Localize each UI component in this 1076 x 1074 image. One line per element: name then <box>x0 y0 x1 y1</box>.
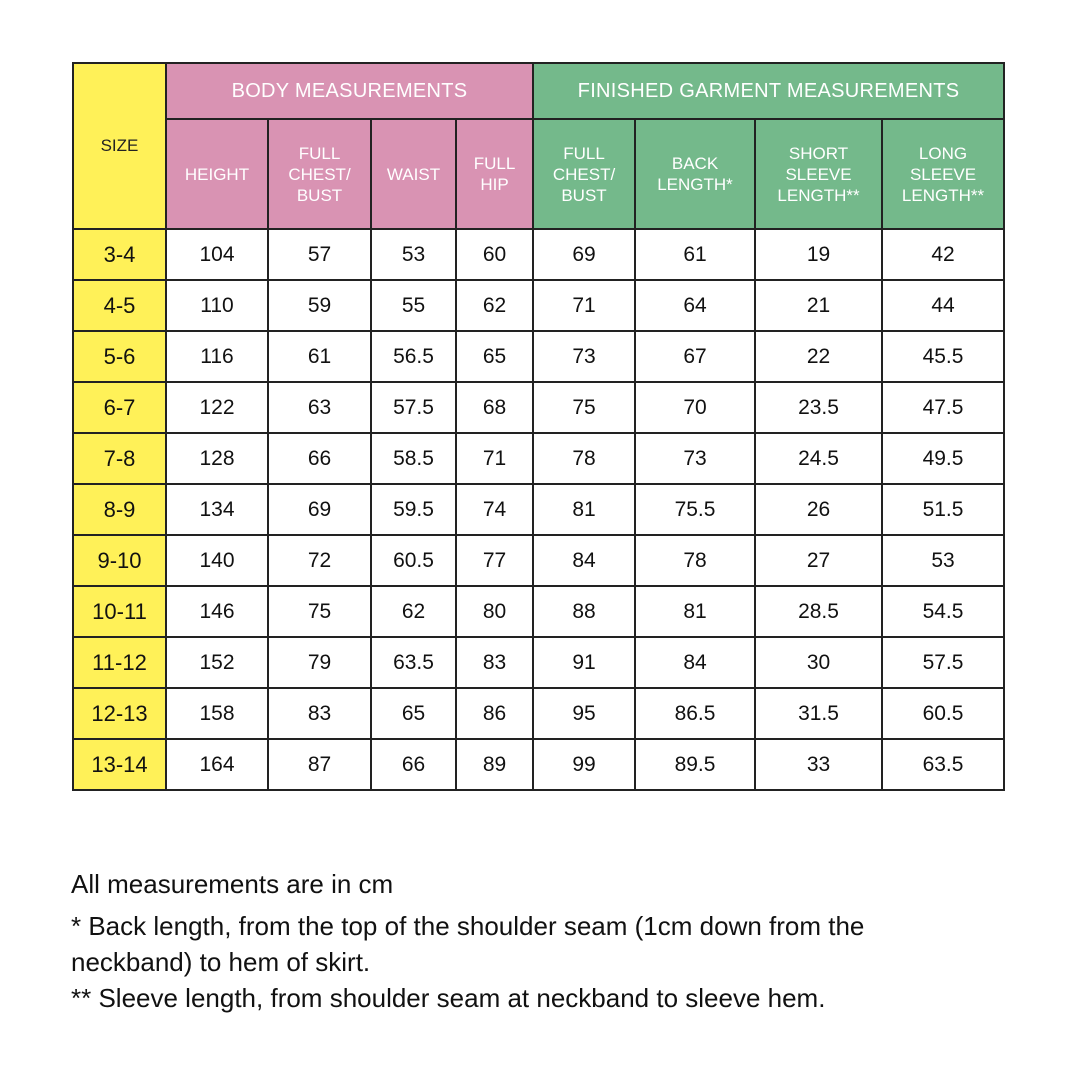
chest-cell: 59 <box>268 280 371 331</box>
size-cell: 6-7 <box>73 382 166 433</box>
height-cell: 164 <box>166 739 268 790</box>
height-cell: 122 <box>166 382 268 433</box>
chest-cell: 69 <box>268 484 371 535</box>
short-sleeve-cell: 27 <box>755 535 882 586</box>
waist-cell: 59.5 <box>371 484 456 535</box>
table-row <box>73 637 1004 688</box>
full-hip-header: FULL HIP <box>456 119 533 229</box>
long-sleeve-cell: 49.5 <box>882 433 1004 484</box>
size-cell: 10-11 <box>73 586 166 637</box>
short-sleeve-cell: 24.5 <box>755 433 882 484</box>
garment-chest-cell: 81 <box>533 484 635 535</box>
waist-cell: 62 <box>371 586 456 637</box>
height-header: HEIGHT <box>166 119 268 229</box>
short-sleeve-cell: 33 <box>755 739 882 790</box>
garment-chest-cell: 84 <box>533 535 635 586</box>
table-row <box>73 331 1004 382</box>
chest-cell: 63 <box>268 382 371 433</box>
size-cell: 7-8 <box>73 433 166 484</box>
long-sleeve-cell: 44 <box>882 280 1004 331</box>
long-sleeve-cell: 53 <box>882 535 1004 586</box>
height-cell: 110 <box>166 280 268 331</box>
garment-chest-cell: 91 <box>533 637 635 688</box>
height-cell: 158 <box>166 688 268 739</box>
short-sleeve-cell: 23.5 <box>755 382 882 433</box>
back-length-cell: 61 <box>635 229 755 280</box>
body-measurements-header: BODY MEASUREMENTS <box>166 63 533 119</box>
waist-cell: 58.5 <box>371 433 456 484</box>
full-chest-bust-header: FULL CHEST/ BUST <box>268 119 371 229</box>
size-column-header: SIZE <box>73 63 166 229</box>
chest-cell: 66 <box>268 433 371 484</box>
table-row <box>73 688 1004 739</box>
long-sleeve-cell: 54.5 <box>882 586 1004 637</box>
chest-cell: 72 <box>268 535 371 586</box>
garment-chest-cell: 75 <box>533 382 635 433</box>
hip-cell: 60 <box>456 229 533 280</box>
size-cell: 5-6 <box>73 331 166 382</box>
garment-chest-cell: 78 <box>533 433 635 484</box>
back-length-cell: 64 <box>635 280 755 331</box>
long-sleeve-cell: 60.5 <box>882 688 1004 739</box>
waist-cell: 55 <box>371 280 456 331</box>
hip-cell: 74 <box>456 484 533 535</box>
short-sleeve-cell: 22 <box>755 331 882 382</box>
back-length-cell: 81 <box>635 586 755 637</box>
table-row <box>73 229 1004 280</box>
long-sleeve-cell: 47.5 <box>882 382 1004 433</box>
table-row <box>73 739 1004 790</box>
height-cell: 128 <box>166 433 268 484</box>
short-sleeve-cell: 19 <box>755 229 882 280</box>
height-cell: 104 <box>166 229 268 280</box>
size-cell: 4-5 <box>73 280 166 331</box>
long-sleeve-cell: 63.5 <box>882 739 1004 790</box>
back-length-cell: 75.5 <box>635 484 755 535</box>
table-row <box>73 586 1004 637</box>
back-length-cell: 86.5 <box>635 688 755 739</box>
waist-cell: 65 <box>371 688 456 739</box>
sleeve-length-footnote: ** Sleeve length, from shoulder seam at neckband to sleeve hem. <box>71 983 826 1013</box>
size-cell: 12-13 <box>73 688 166 739</box>
table-row <box>73 535 1004 586</box>
back-length-cell: 89.5 <box>635 739 755 790</box>
size-cell: 9-10 <box>73 535 166 586</box>
garment-chest-cell: 99 <box>533 739 635 790</box>
garment-full-chest-bust-header: FULL CHEST/ BUST <box>533 119 635 229</box>
hip-cell: 65 <box>456 331 533 382</box>
chest-cell: 87 <box>268 739 371 790</box>
chest-cell: 61 <box>268 331 371 382</box>
hip-cell: 86 <box>456 688 533 739</box>
table-row <box>73 433 1004 484</box>
waist-cell: 60.5 <box>371 535 456 586</box>
long-sleeve-cell: 57.5 <box>882 637 1004 688</box>
height-cell: 146 <box>166 586 268 637</box>
chest-cell: 57 <box>268 229 371 280</box>
hip-cell: 80 <box>456 586 533 637</box>
short-sleeve-cell: 28.5 <box>755 586 882 637</box>
units-note: All measurements are in cm <box>71 869 394 899</box>
size-cell: 3-4 <box>73 229 166 280</box>
waist-cell: 66 <box>371 739 456 790</box>
waist-cell: 53 <box>371 229 456 280</box>
short-sleeve-cell: 30 <box>755 637 882 688</box>
back-length-footnote: * Back length, from the top of the shoulder seam (1cm down from the neckband) to hem of skirt. <box>71 911 865 977</box>
hip-cell: 71 <box>456 433 533 484</box>
short-sleeve-length-header: SHORT SLEEVE LENGTH** <box>755 119 882 229</box>
table-row <box>73 484 1004 535</box>
hip-cell: 89 <box>456 739 533 790</box>
waist-cell: 56.5 <box>371 331 456 382</box>
back-length-cell: 78 <box>635 535 755 586</box>
height-cell: 152 <box>166 637 268 688</box>
long-sleeve-length-header: LONG SLEEVE LENGTH** <box>882 119 1004 229</box>
short-sleeve-cell: 21 <box>755 280 882 331</box>
short-sleeve-cell: 26 <box>755 484 882 535</box>
chest-cell: 75 <box>268 586 371 637</box>
table-row <box>73 280 1004 331</box>
size-cell: 8-9 <box>73 484 166 535</box>
hip-cell: 68 <box>456 382 533 433</box>
chest-cell: 79 <box>268 637 371 688</box>
long-sleeve-cell: 42 <box>882 229 1004 280</box>
garment-chest-cell: 88 <box>533 586 635 637</box>
size-chart-table <box>72 62 1005 791</box>
waist-cell: 63.5 <box>371 637 456 688</box>
garment-chest-cell: 73 <box>533 331 635 382</box>
garment-chest-cell: 69 <box>533 229 635 280</box>
short-sleeve-cell: 31.5 <box>755 688 882 739</box>
waist-cell: 57.5 <box>371 382 456 433</box>
size-cell: 13-14 <box>73 739 166 790</box>
size-cell: 11-12 <box>73 637 166 688</box>
height-cell: 140 <box>166 535 268 586</box>
garment-chest-cell: 71 <box>533 280 635 331</box>
hip-cell: 83 <box>456 637 533 688</box>
footnotes <box>71 866 971 1016</box>
height-cell: 116 <box>166 331 268 382</box>
table-row <box>73 382 1004 433</box>
hip-cell: 62 <box>456 280 533 331</box>
waist-header: WAIST <box>371 119 456 229</box>
chest-cell: 83 <box>268 688 371 739</box>
finished-garment-measurements-header: FINISHED GARMENT MEASUREMENTS <box>533 63 1004 119</box>
back-length-cell: 67 <box>635 331 755 382</box>
height-cell: 134 <box>166 484 268 535</box>
back-length-cell: 73 <box>635 433 755 484</box>
long-sleeve-cell: 45.5 <box>882 331 1004 382</box>
size-rows <box>73 229 1004 790</box>
back-length-cell: 84 <box>635 637 755 688</box>
hip-cell: 77 <box>456 535 533 586</box>
long-sleeve-cell: 51.5 <box>882 484 1004 535</box>
garment-chest-cell: 95 <box>533 688 635 739</box>
back-length-header: BACK LENGTH* <box>635 119 755 229</box>
back-length-cell: 70 <box>635 382 755 433</box>
